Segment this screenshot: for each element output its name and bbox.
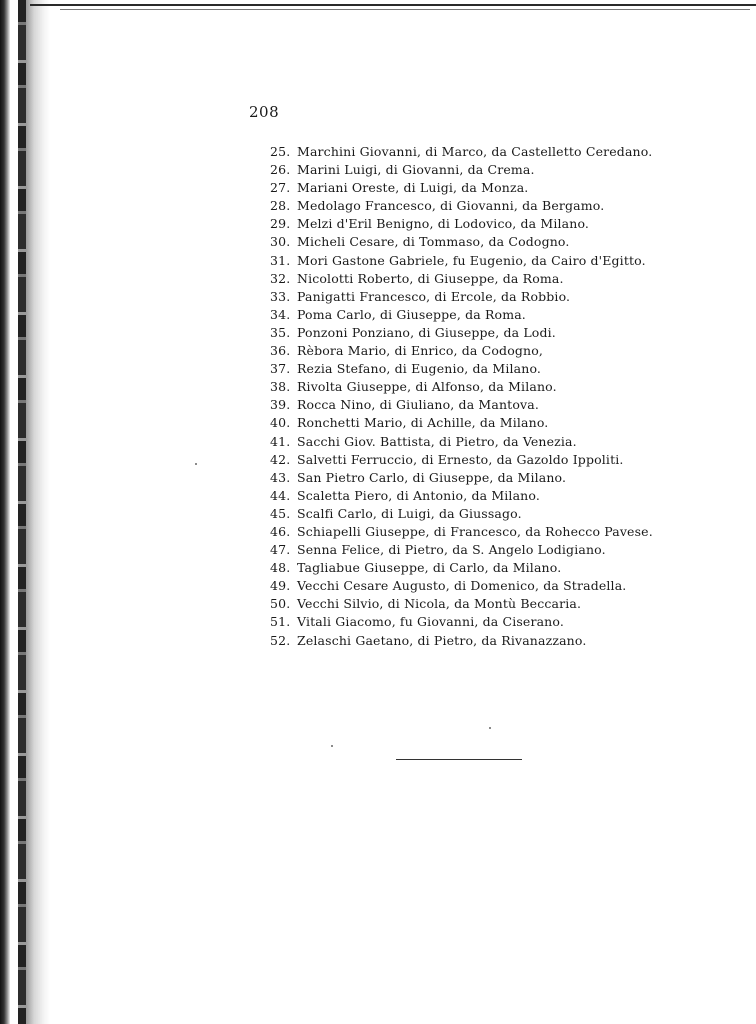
list-item (270, 342, 750, 360)
page-number: 208 (249, 103, 280, 121)
entry-number: 40. (270, 415, 291, 431)
entry-number: 41. (270, 433, 291, 449)
entry-text: Micheli Cesare, di Tommaso, da Codogno. (297, 234, 570, 250)
closing-rule (396, 759, 522, 760)
list-item (270, 360, 750, 378)
entry-text: Marini Luigi, di Giovanni, da Crema. (297, 162, 535, 178)
entry-number: 39. (270, 397, 291, 413)
entry-number: 47. (270, 542, 291, 558)
entry-number: 42. (270, 451, 291, 467)
list-item (270, 270, 750, 288)
entry-text: Poma Carlo, di Giuseppe, da Roma. (297, 306, 526, 322)
entry-text: Vecchi Silvio, di Nicola, da Montù Beccaria. (297, 596, 582, 612)
entry-number: 34. (270, 306, 291, 322)
entry-text: Salvetti Ferruccio, di Ernesto, da Gazoldo Ippoliti. (297, 451, 624, 467)
list-item (270, 541, 750, 559)
top-edge-rule-thin (60, 9, 750, 10)
entry-text: Rivolta Giuseppe, di Alfonso, da Milano. (297, 379, 557, 395)
entry-text: Melzi d'Eril Benigno, di Lodovico, da Milano. (297, 216, 590, 232)
entry-text: Marchini Giovanni, di Marco, da Castelletto Ceredano. (297, 144, 653, 159)
gutter-shadow (26, 0, 50, 1024)
entry-number: 38. (270, 379, 291, 395)
entry-number: 37. (270, 361, 291, 377)
entry-text: Vitali Giacomo, fu Giovanni, da Ciserano. (297, 614, 564, 630)
list-item (270, 577, 750, 595)
entry-number: 30. (270, 234, 291, 250)
entry-number: 35. (270, 324, 291, 340)
entry-text: Rezia Stefano, di Eugenio, da Milano. (297, 361, 542, 377)
list-item (270, 143, 750, 161)
entry-number: 25. (270, 144, 291, 159)
entry-text: Rocca Nino, di Giuliano, da Mantova. (297, 397, 539, 413)
list-item (270, 451, 750, 469)
book-spine-edge (0, 0, 10, 1024)
list-item (270, 288, 750, 306)
paper-speck (489, 727, 491, 729)
list-item (270, 306, 750, 324)
entry-text: Ponzoni Ponziano, di Giuseppe, da Lodi. (297, 324, 556, 340)
list-item (270, 378, 750, 396)
entry-number: 33. (270, 288, 291, 304)
entry-text: Zelaschi Gaetano, di Pietro, da Rivanazzano. (297, 632, 587, 648)
entry-number: 50. (270, 596, 291, 612)
list-item (270, 632, 750, 650)
list-item (270, 179, 750, 197)
entry-text: Scalfi Carlo, di Luigi, da Giussago. (297, 505, 522, 521)
name-list (270, 143, 750, 650)
entry-text: Nicolotti Roberto, di Giuseppe, da Roma. (297, 270, 564, 286)
list-item (270, 595, 750, 613)
list-item (270, 324, 750, 342)
list-item (270, 396, 750, 414)
entry-text: Vecchi Cesare Augusto, di Domenico, da Stradella. (297, 578, 627, 594)
list-item (270, 215, 750, 233)
list-item (270, 252, 750, 270)
list-item (270, 505, 750, 523)
entry-number: 46. (270, 523, 291, 539)
entry-text: Mariani Oreste, di Luigi, da Monza. (297, 180, 529, 196)
list-item (270, 433, 750, 451)
paper-speck (195, 463, 197, 465)
entry-text: Rèbora Mario, di Enrico, da Codogno, (297, 343, 544, 359)
list-item (270, 414, 750, 432)
entry-number: 51. (270, 614, 291, 630)
entry-text: Tagliabue Giuseppe, di Carlo, da Milano. (297, 560, 562, 576)
list-item (270, 161, 750, 179)
entry-number: 45. (270, 505, 291, 521)
entry-number: 44. (270, 487, 291, 503)
entry-number: 48. (270, 560, 291, 576)
entry-text: San Pietro Carlo, di Giuseppe, da Milano. (297, 469, 567, 485)
entry-number: 27. (270, 180, 291, 196)
list-item (270, 523, 750, 541)
paper-speck (331, 745, 333, 747)
entry-number: 43. (270, 469, 291, 485)
entry-number: 36. (270, 343, 291, 359)
list-item (270, 469, 750, 487)
entry-number: 29. (270, 216, 291, 232)
book-spine-binding (18, 0, 26, 1024)
entry-text: Medolago Francesco, di Giovanni, da Bergamo. (297, 198, 605, 214)
entry-text: Senna Felice, di Pietro, da S. Angelo Lodigiano. (297, 542, 606, 558)
entry-text: Scaletta Piero, di Antonio, da Milano. (297, 487, 540, 503)
entry-number: 31. (270, 252, 291, 268)
entry-number: 52. (270, 632, 291, 648)
entry-number: 26. (270, 162, 291, 178)
entry-text: Sacchi Giov. Battista, di Pietro, da Venezia. (297, 433, 577, 449)
entry-text: Panigatti Francesco, di Ercole, da Robbio. (297, 288, 571, 304)
entry-number: 49. (270, 578, 291, 594)
entry-text: Schiapelli Giuseppe, di Francesco, da Rohecco Pavese. (297, 523, 653, 539)
list-item (270, 233, 750, 251)
list-item (270, 197, 750, 215)
entry-number: 32. (270, 270, 291, 286)
list-item (270, 487, 750, 505)
entry-text: Ronchetti Mario, di Achille, da Milano. (297, 415, 549, 431)
list-item (270, 559, 750, 577)
top-edge-rule (30, 4, 756, 6)
list-item (270, 613, 750, 631)
entry-text: Mori Gastone Gabriele, fu Eugenio, da Cairo d'Egitto. (297, 252, 646, 268)
entry-number: 28. (270, 198, 291, 214)
